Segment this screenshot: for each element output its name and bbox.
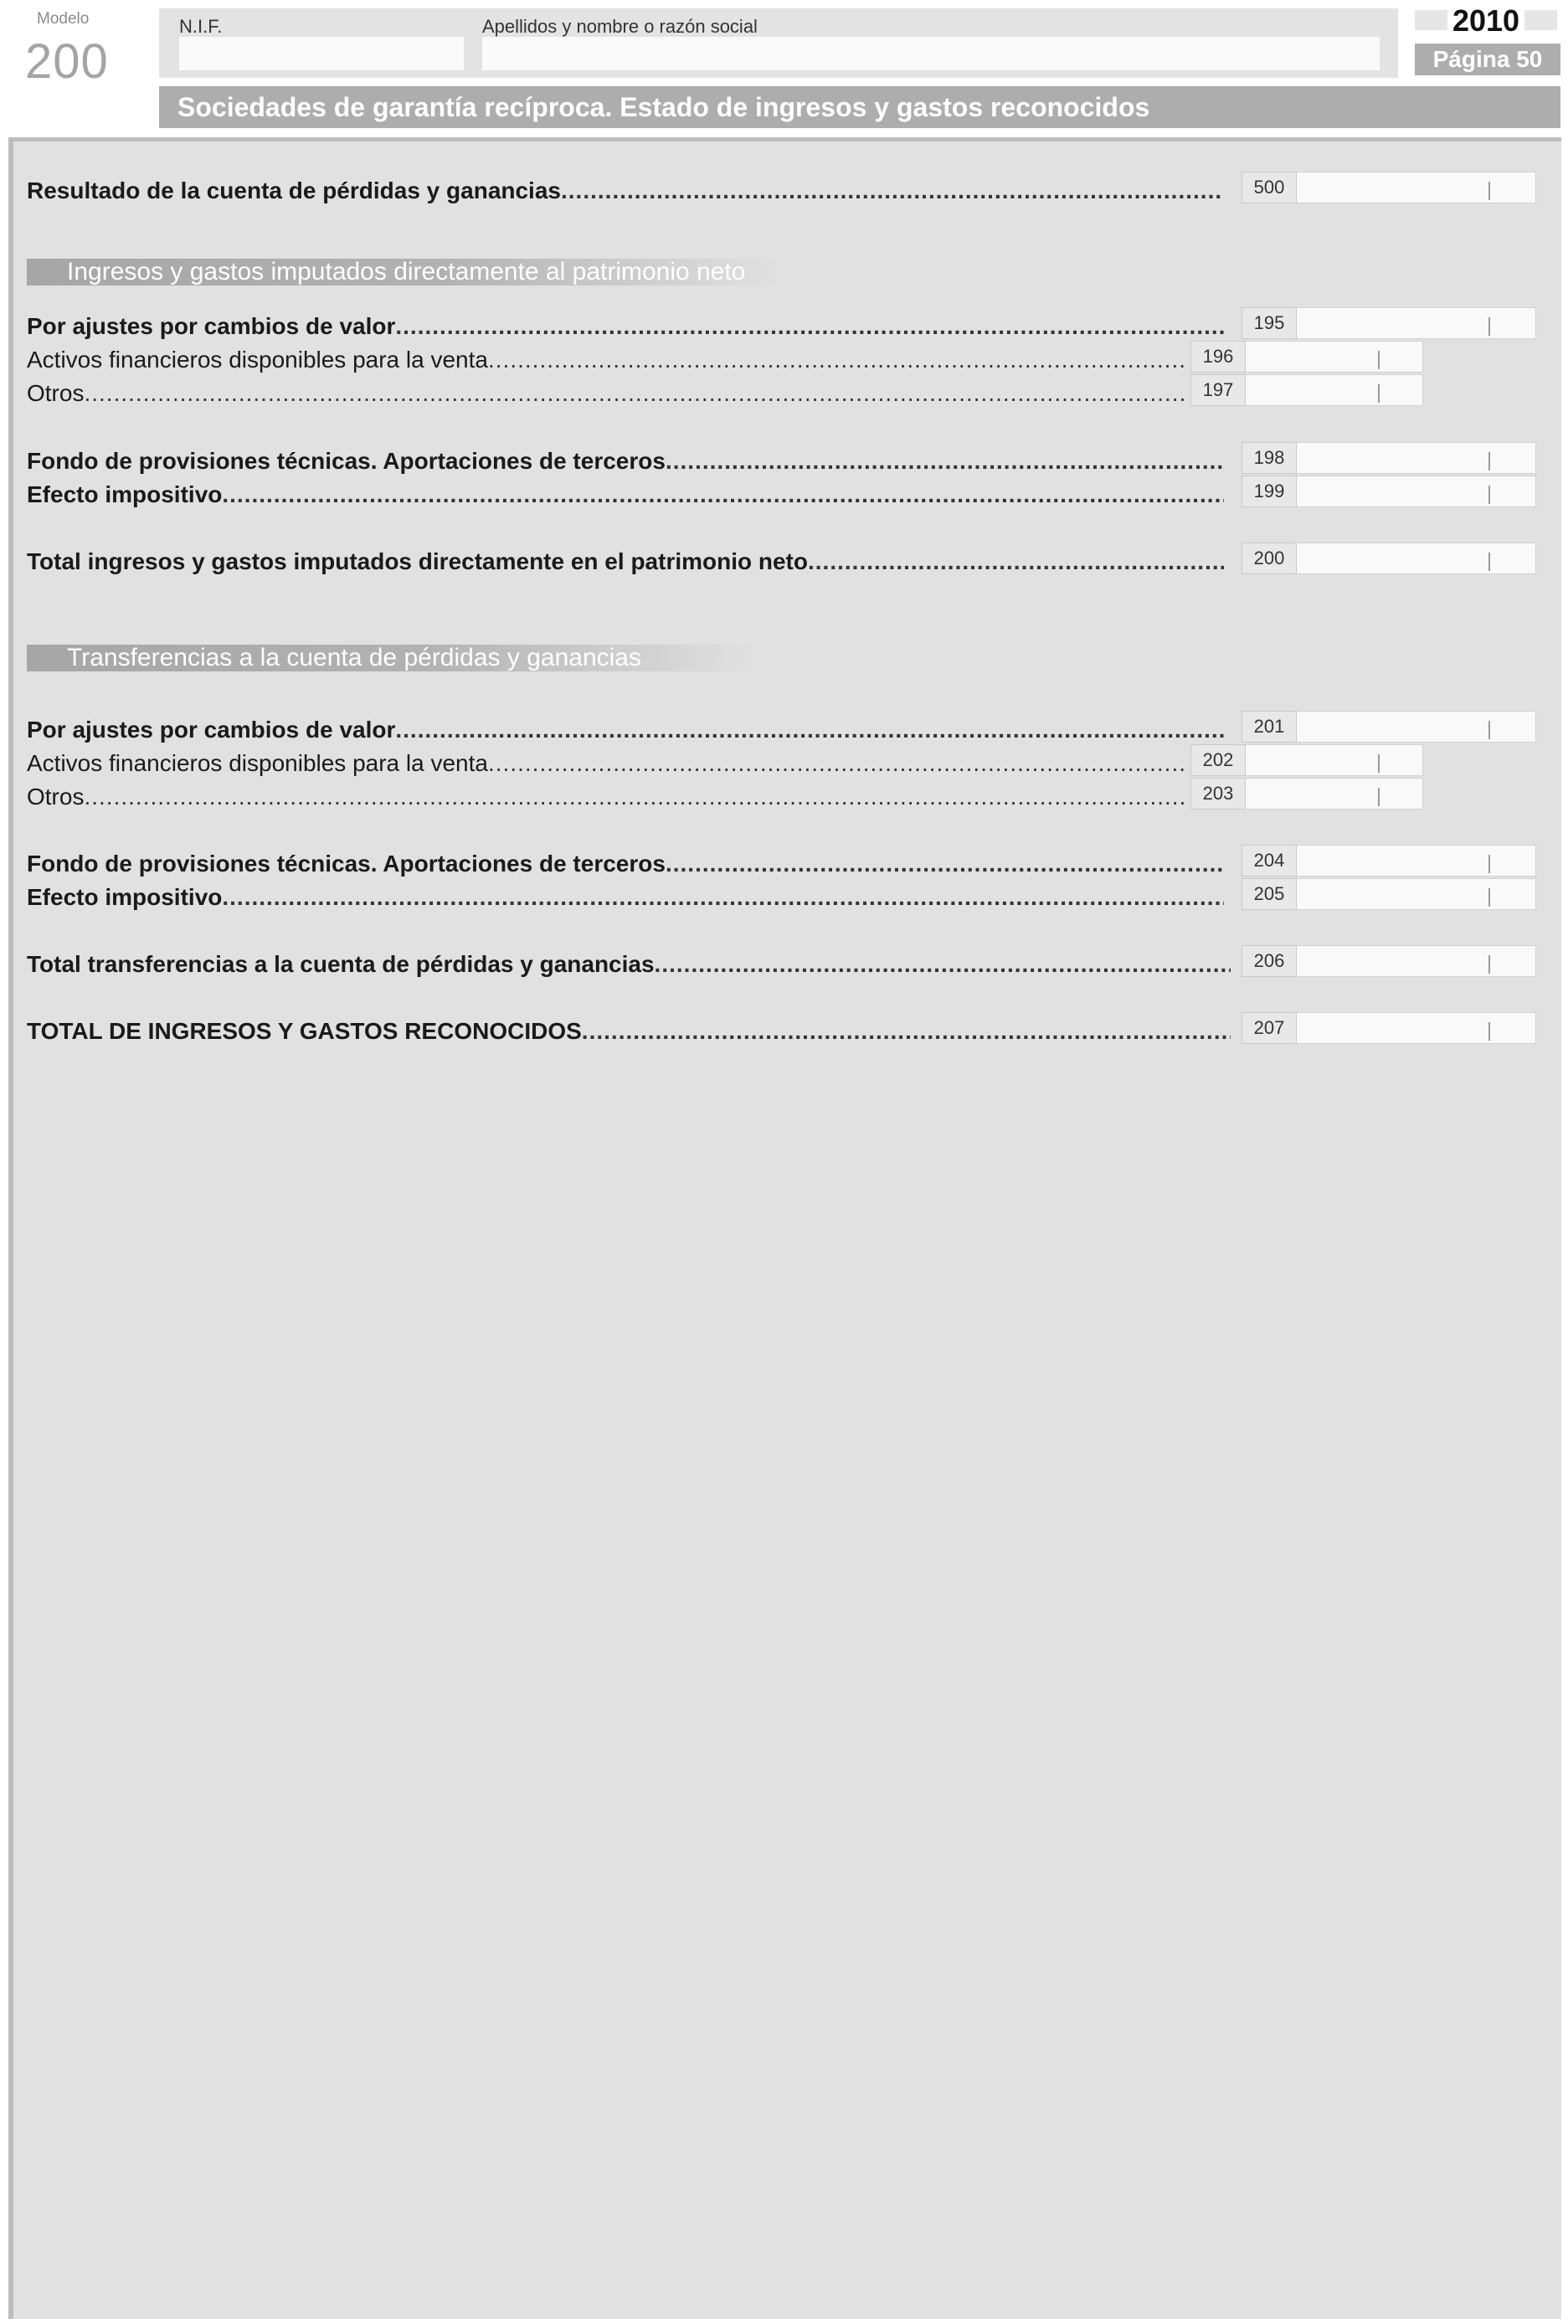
field-code: 198 — [1242, 442, 1297, 474]
section-header-patrimonio: Ingresos y gastos imputados directamente al patrimonio neto — [27, 259, 780, 285]
row-199 — [27, 481, 1224, 508]
field-201 — [1242, 711, 1536, 743]
row-label: Efecto impositivo — [27, 481, 223, 507]
field-500 — [1242, 172, 1536, 203]
year-value: 2010 — [1447, 3, 1524, 38]
modelo-label: Modelo — [37, 10, 90, 28]
row-200 — [27, 548, 1224, 575]
row-label: Otros — [27, 380, 85, 406]
field-code: 197 — [1190, 374, 1246, 406]
field-input-203[interactable] — [1246, 778, 1423, 810]
row-label: Total ingresos y gastos imputados directamente en el patrimonio neto — [27, 548, 808, 574]
row-label: Otros — [27, 784, 85, 810]
row-207 — [27, 1018, 1231, 1045]
row-205 — [27, 884, 1224, 911]
field-code: 199 — [1242, 476, 1297, 507]
year-label — [1415, 3, 1557, 39]
row-label: Fondo de provisiones técnicas. Aportaciones de terceros — [27, 851, 666, 877]
row-label: Total transferencias a la cuenta de pérdidas y ganancias — [27, 951, 655, 977]
row-500 — [27, 177, 1224, 204]
row-202 — [27, 750, 1186, 777]
row-206 — [27, 951, 1231, 978]
field-200 — [1242, 542, 1536, 574]
modelo-number: 200 — [25, 34, 109, 89]
row-197 — [27, 380, 1186, 407]
field-input-200[interactable] — [1297, 542, 1536, 574]
field-input-202[interactable] — [1246, 744, 1423, 776]
field-input-195[interactable] — [1297, 307, 1536, 339]
nif-field[interactable] — [179, 37, 464, 70]
row-label: Activos financieros disponibles para la venta — [27, 750, 488, 776]
field-code: 500 — [1242, 172, 1297, 203]
row-201 — [27, 717, 1224, 743]
field-204 — [1242, 845, 1536, 877]
row-label: Activos financieros disponibles para la venta — [27, 347, 488, 373]
field-207 — [1242, 1012, 1536, 1044]
field-198 — [1242, 442, 1536, 474]
field-code: 205 — [1242, 878, 1297, 910]
field-code: 196 — [1190, 341, 1246, 373]
field-code: 204 — [1242, 845, 1297, 877]
field-code: 203 — [1190, 778, 1246, 810]
field-input-197[interactable] — [1246, 374, 1423, 406]
section-header-transferencias: Transferencias a la cuenta de pérdidas y ganancias — [27, 645, 755, 671]
field-197 — [1190, 374, 1423, 406]
nif-label: N.I.F. — [179, 16, 223, 37]
field-196 — [1190, 341, 1423, 373]
field-code: 206 — [1242, 945, 1297, 977]
field-input-205[interactable] — [1297, 878, 1536, 910]
row-label: Resultado de la cuenta de pérdidas y ganancias — [27, 177, 561, 203]
row-label: Por ajustes por cambios de valor — [27, 717, 396, 743]
field-code: 200 — [1242, 542, 1297, 574]
name-field[interactable] — [482, 37, 1380, 70]
field-203 — [1190, 778, 1423, 810]
row-198 — [27, 448, 1224, 475]
field-input-199[interactable] — [1297, 476, 1536, 507]
page-badge: Página 50 — [1415, 44, 1560, 75]
identification-box — [159, 8, 1398, 78]
field-input-198[interactable] — [1297, 442, 1536, 474]
field-input-201[interactable] — [1297, 711, 1536, 743]
field-199 — [1242, 476, 1536, 507]
field-195 — [1242, 307, 1536, 339]
field-206 — [1242, 945, 1536, 977]
name-label: Apellidos y nombre o razón social — [482, 16, 758, 37]
field-code: 201 — [1242, 711, 1297, 743]
row-label: TOTAL DE INGRESOS Y GASTOS RECONOCIDOS — [27, 1018, 582, 1044]
row-label: Fondo de provisiones técnicas. Aportaciones de terceros — [27, 448, 666, 474]
row-label: Efecto impositivo — [27, 884, 223, 910]
field-input-196[interactable] — [1246, 341, 1423, 373]
page-title: Sociedades de garantía recíproca. Estado de ingresos y gastos reconocidos — [159, 86, 1560, 128]
row-label: Por ajustes por cambios de valor — [27, 313, 396, 339]
row-196 — [27, 347, 1186, 373]
field-205 — [1242, 878, 1536, 910]
field-code: 195 — [1242, 307, 1297, 339]
field-code: 202 — [1190, 744, 1246, 776]
field-code: 207 — [1242, 1012, 1297, 1044]
field-202 — [1190, 744, 1423, 776]
row-195 — [27, 313, 1224, 340]
row-204 — [27, 851, 1224, 877]
field-input-206[interactable] — [1297, 945, 1536, 977]
field-input-207[interactable] — [1297, 1012, 1536, 1044]
row-203 — [27, 784, 1186, 810]
field-input-204[interactable] — [1297, 845, 1536, 877]
field-input-500[interactable] — [1297, 172, 1536, 203]
